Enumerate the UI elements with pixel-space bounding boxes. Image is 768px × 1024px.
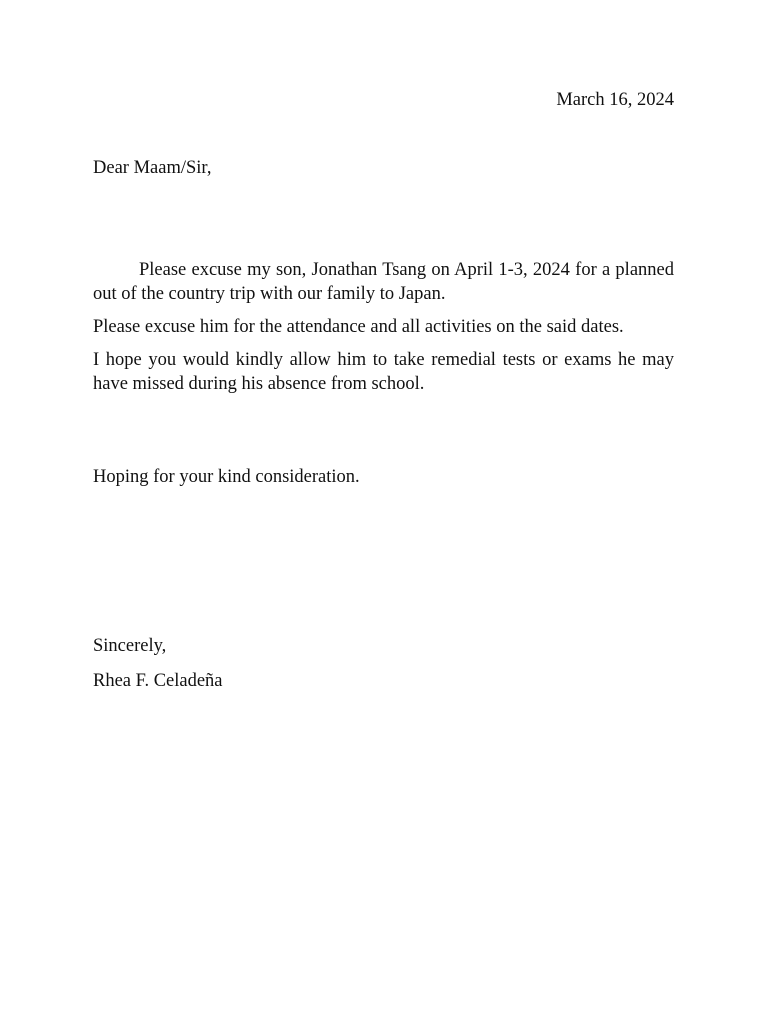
letter-date: March 16, 2024 bbox=[556, 90, 674, 110]
signer-name: Rhea F. Celadeña bbox=[93, 671, 223, 691]
closing-line: Hoping for your kind consideration. bbox=[93, 467, 360, 487]
body-paragraph-1: Please excuse my son, Jonathan Tsang on April 1-3, 2024 for a planned out of the country trip with our family to Japan. bbox=[93, 260, 674, 304]
letter-body bbox=[93, 258, 674, 405]
body-paragraph-3: I hope you would kindly allow him to take remedial tests or exams he may have missed during his absence from school. bbox=[93, 350, 674, 394]
body-paragraph-2: Please excuse him for the attendance and all activities on the said dates. bbox=[93, 317, 624, 337]
salutation: Dear Maam/Sir, bbox=[93, 158, 212, 178]
valediction: Sincerely, bbox=[93, 636, 167, 656]
